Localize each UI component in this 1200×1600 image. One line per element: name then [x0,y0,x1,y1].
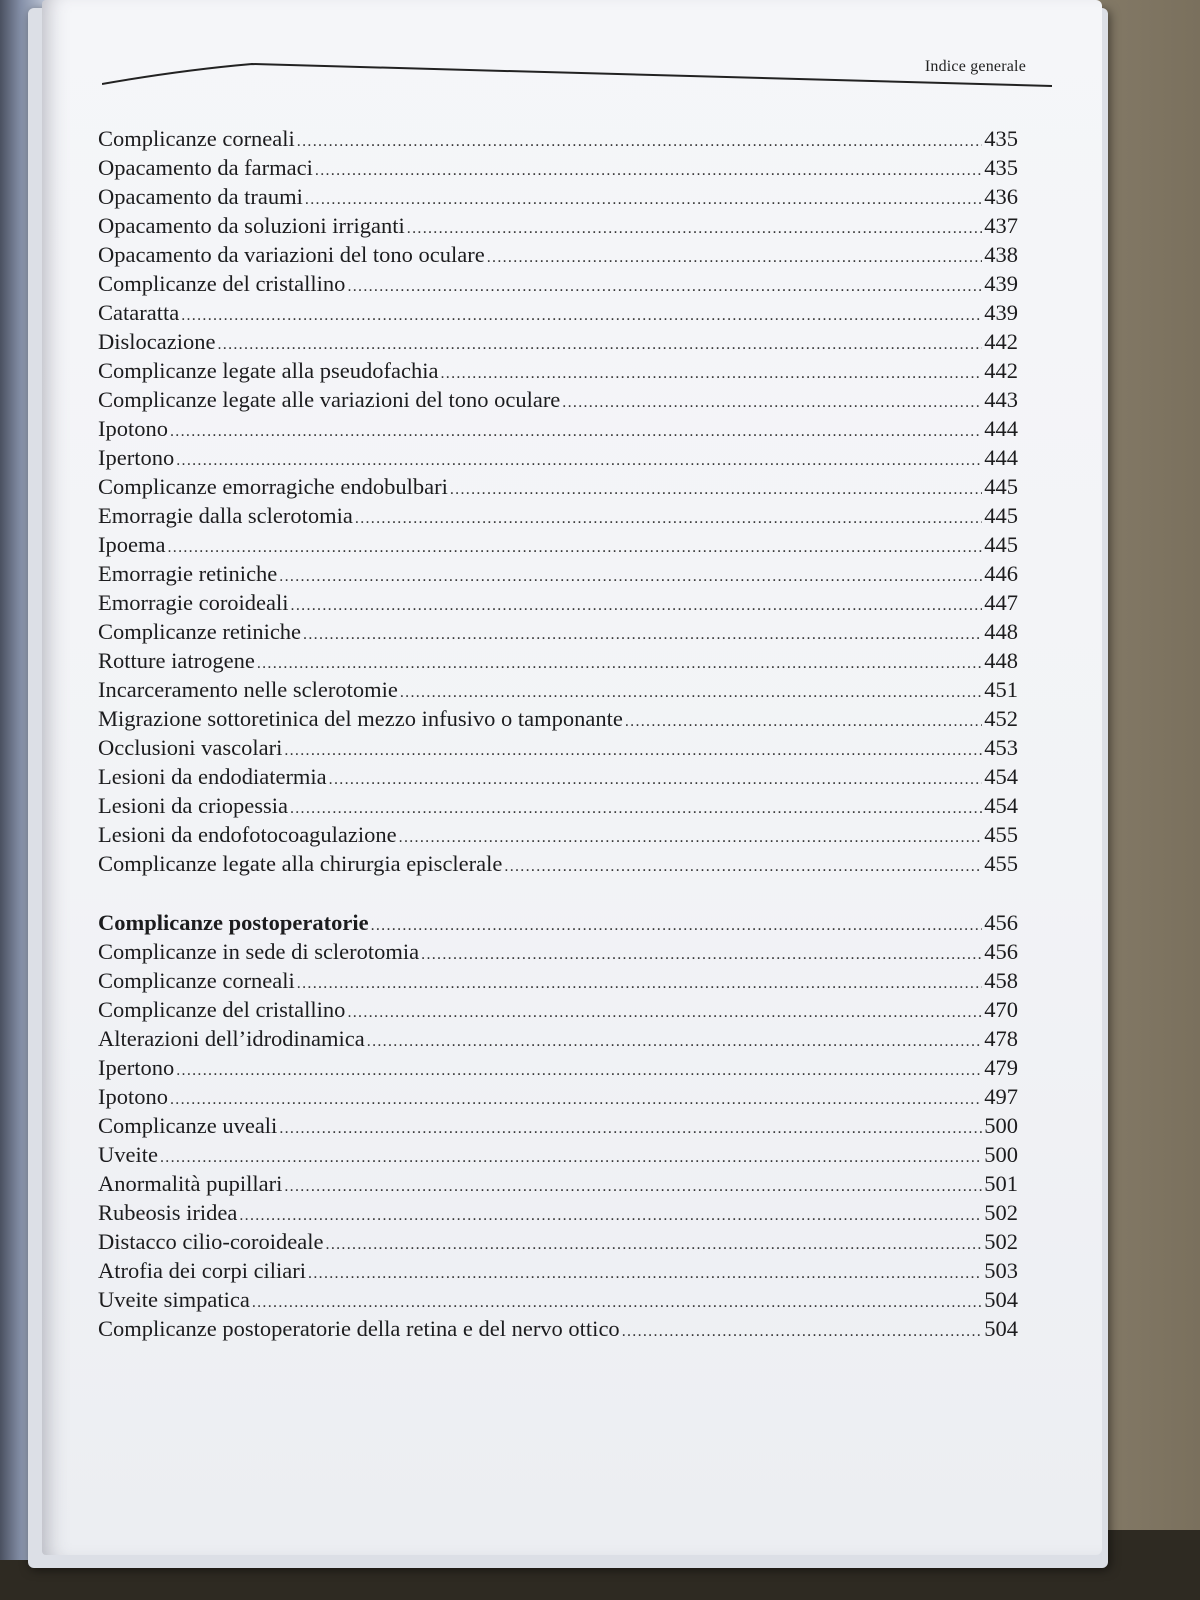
toc-entry [98,153,1018,182]
toc-section-1 [98,124,1018,878]
toc-entry [98,269,1018,298]
toc-entry [98,820,1018,849]
toc-entry-title: Atrofia dei corpi ciliari [98,1258,307,1283]
toc-dot-leader [279,562,982,591]
toc-entry-page: 456 [984,939,1018,964]
toc-entry-title: Lesioni da endodiatermia [98,764,327,789]
toc-dot-leader [297,127,982,156]
toc-entry-title: Complicanze in sede di sclerotomia [98,939,420,964]
toc-entry-title: Opacamento da farmaci [98,155,313,180]
toc-entry-page: 452 [984,706,1018,731]
toc-entry-page: 445 [984,474,1018,499]
toc-entry-page: 437 [984,213,1018,238]
toc-entry-title: Uveite simpatica [98,1287,250,1312]
toc-entry-title: Migrazione sottoretinica del mezzo infusivo o tamponante [98,706,623,731]
toc-dot-leader [252,1288,982,1317]
toc-entry-title: Complicanze legate alla chirurgia episclerale [98,851,503,876]
toc-entry-title: Occlusioni vascolari [98,735,283,760]
toc-entry [98,356,1018,385]
toc-entry-page: 438 [984,242,1018,267]
toc-entry [98,1285,1018,1314]
toc-section-2 [98,908,1018,1343]
toc-dot-leader [176,1056,982,1085]
toc-entry-page: 454 [984,793,1018,818]
toc-entry [98,530,1018,559]
toc-dot-leader [181,301,982,330]
toc-entry-page: 500 [984,1142,1018,1167]
toc-entry-title: Complicanze uveali [98,1113,278,1138]
toc-dot-leader [367,1027,982,1056]
toc-entry-title: Lesioni da endofotocoagulazione [98,822,397,847]
toc-entry [98,966,1018,995]
toc-entry-page: 445 [984,532,1018,557]
toc-dot-leader [562,388,982,417]
toc-dot-leader [308,1259,982,1288]
toc-entry-page: 444 [984,416,1018,441]
toc-entry-title: Ipotono [98,1084,168,1109]
toc-entry-title: Complicanze del cristallino [98,271,346,296]
toc-entry [98,443,1018,472]
table-of-contents [98,124,1018,1343]
toc-dot-leader [355,504,982,533]
toc-entry-title: Ipertono [98,1055,175,1080]
toc-entry [98,1111,1018,1140]
toc-dot-leader [407,214,982,243]
toc-entry-page: 448 [984,648,1018,673]
toc-dot-leader [371,911,983,940]
toc-entry-title: Complicanze legate alla pseudofachia [98,358,439,383]
toc-entry-title: Uveite [98,1142,158,1167]
toc-entry-page: 502 [984,1200,1018,1225]
toc-entry-page: 500 [984,1113,1018,1138]
toc-entry-title: Ipertono [98,445,175,470]
toc-entry [98,211,1018,240]
toc-dot-leader [291,591,983,620]
toc-entry [98,733,1018,762]
running-head: Indice generale [924,58,1026,75]
toc-entry [98,1256,1018,1285]
toc-entry [98,327,1018,356]
toc-dot-leader [297,969,982,998]
toc-entry-page: 504 [984,1316,1018,1341]
toc-entry-page: 470 [984,997,1018,1022]
toc-entry-page: 456 [984,910,1018,935]
toc-dot-leader [450,475,982,504]
toc-entry-title: Complicanze legate alle variazioni del tono oculare [98,387,561,412]
toc-entry-title: Opacamento da variazioni del tono oculare [98,242,485,267]
toc-entry [98,995,1018,1024]
toc-entry-title: Anormalità pupillari [98,1171,283,1196]
toc-entry [98,559,1018,588]
toc-dot-leader [487,243,983,272]
toc-dot-leader [326,1230,983,1259]
toc-entry-page: 435 [984,155,1018,180]
toc-entry [98,849,1018,878]
toc-entry-page: 455 [984,822,1018,847]
toc-entry [98,1082,1018,1111]
toc-entry-title: Complicanze del cristallino [98,997,346,1022]
toc-dot-leader [622,1317,983,1346]
toc-entry [98,704,1018,733]
toc-entry [98,617,1018,646]
toc-entry-page: 453 [984,735,1018,760]
toc-entry-page: 442 [984,358,1018,383]
toc-entry [98,1024,1018,1053]
toc-entry-page: 501 [984,1171,1018,1196]
toc-entry-page: 504 [984,1287,1018,1312]
toc-entry [98,908,1018,937]
toc-entry-title: Emorragie coroideali [98,590,289,615]
toc-entry [98,588,1018,617]
toc-entry [98,240,1018,269]
toc-dot-leader [160,1143,982,1172]
toc-entry-page: 436 [984,184,1018,209]
toc-dot-leader [170,1085,982,1114]
toc-entry-page: 442 [984,329,1018,354]
toc-entry [98,1314,1018,1343]
toc-entry-title: Complicanze corneali [98,126,295,151]
toc-entry-page: 439 [984,300,1018,325]
toc-dot-leader [347,272,982,301]
toc-entry-title: Complicanze corneali [98,968,295,993]
toc-entry [98,646,1018,675]
toc-entry-page: 444 [984,445,1018,470]
toc-entry-page: 503 [984,1258,1018,1283]
toc-dot-leader [504,852,982,881]
toc-dot-leader [290,794,982,823]
toc-dot-leader [303,620,982,649]
toc-entry [98,675,1018,704]
toc-entry-page: 451 [984,677,1018,702]
toc-entry [98,1227,1018,1256]
toc-entry-title: Complicanze postoperatorie della retina e del nervo ottico [98,1316,620,1341]
toc-dot-leader [167,533,982,562]
book-page [42,0,1102,1555]
toc-entry-title: Complicanze postoperatorie [98,910,369,935]
toc-entry-page: 502 [984,1229,1018,1254]
toc-dot-leader [399,823,983,852]
toc-entry-page: 435 [984,126,1018,151]
section-gap [98,878,1018,908]
toc-entry [98,298,1018,327]
toc-entry-title: Incarceramento nelle sclerotomie [98,677,398,702]
toc-entry-page: 447 [984,590,1018,615]
toc-entry [98,501,1018,530]
toc-entry [98,1198,1018,1227]
toc-entry [98,472,1018,501]
toc-dot-leader [315,156,982,185]
toc-entry [98,182,1018,211]
toc-entry [98,124,1018,153]
toc-entry [98,791,1018,820]
toc-entry [98,937,1018,966]
toc-entry-title: Lesioni da criopessia [98,793,288,818]
toc-entry-page: 497 [984,1084,1018,1109]
toc-entry-title: Emorragie retiniche [98,561,278,586]
toc-entry-page: 458 [984,968,1018,993]
header-rule [102,52,1052,92]
toc-entry-title: Complicanze emorragiche endobulbari [98,474,448,499]
toc-entry-title: Distacco cilio-coroideale [98,1229,324,1254]
toc-dot-leader [625,707,982,736]
toc-entry-page: 479 [984,1055,1018,1080]
toc-entry-title: Complicanze retiniche [98,619,302,644]
toc-entry [98,762,1018,791]
toc-dot-leader [284,1172,982,1201]
toc-entry-title: Emorragie dalla sclerotomia [98,503,353,528]
toc-dot-leader [305,185,982,214]
toc-entry-page: 445 [984,503,1018,528]
toc-entry-page: 448 [984,619,1018,644]
toc-entry-title: Ipotono [98,416,168,441]
toc-entry [98,414,1018,443]
toc-entry-page: 446 [984,561,1018,586]
toc-entry-page: 478 [984,1026,1018,1051]
toc-dot-leader [440,359,982,388]
toc-entry-title: Alterazioni dell’idrodinamica [98,1026,365,1051]
toc-entry [98,1169,1018,1198]
toc-dot-leader [400,678,982,707]
toc-entry-title: Rubeosis iridea [98,1200,238,1225]
toc-dot-leader [217,330,982,359]
toc-entry-title: Opacamento da traumi [98,184,303,209]
toc-dot-leader [421,940,982,969]
toc-entry [98,1140,1018,1169]
toc-dot-leader [329,765,983,794]
toc-dot-leader [347,998,982,1027]
toc-entry-page: 455 [984,851,1018,876]
toc-entry [98,385,1018,414]
toc-dot-leader [176,446,982,475]
toc-entry [98,1053,1018,1082]
toc-entry-page: 454 [984,764,1018,789]
toc-entry-page: 439 [984,271,1018,296]
toc-entry-title: Opacamento da soluzioni irriganti [98,213,405,238]
toc-entry-title: Cataratta [98,300,180,325]
toc-entry-page: 443 [984,387,1018,412]
toc-dot-leader [170,417,982,446]
toc-entry-title: Ipoema [98,532,166,557]
toc-dot-leader [257,649,982,678]
toc-dot-leader [284,736,982,765]
toc-dot-leader [279,1114,982,1143]
toc-dot-leader [239,1201,982,1230]
toc-entry-title: Rotture iatrogene [98,648,255,673]
toc-entry-title: Dislocazione [98,329,216,354]
